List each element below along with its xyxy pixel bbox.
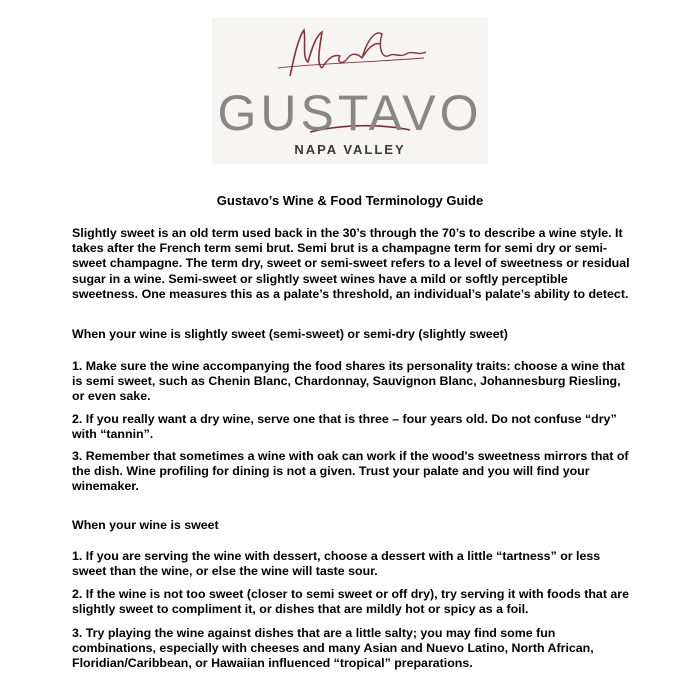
list-item: 1. Make sure the wine accompanying the food shares its personality traits: choose a wine that is semi sweet, such as Chenin Blanc, Chardonnay, Sauvignon Blanc, Johannesburg Riesling, or even sake. <box>72 359 625 404</box>
page-title: Gustavo’s Wine & Food Terminology Guide <box>216 193 484 208</box>
brand-logo <box>212 18 488 164</box>
logo-wordmark: GUSTAVO <box>217 85 483 141</box>
logo-location: NAPA VALLEY <box>294 142 406 157</box>
list-item: 3. Try playing the wine against dishes that are a little salty; you may find some fun combinations, especially with cheeses and many Asian and Nuevo Latino, North African, Floridian/Caribbean, or Hawaiian influenced “tropical” preparations. <box>72 626 594 671</box>
list-item: 1. If you are serving the wine with dessert, choose a dessert with a little “tartness” or less sweet than the wine, or else the wine will taste sour. <box>72 549 601 579</box>
section-heading-sweet: When your wine is sweet <box>72 518 219 532</box>
list-item: 3. Remember that sometimes a wine with oak can work if the wood's sweetness mirrors that of the dish. Wine profiling for dining is not a given. Trust your palate and you will find your winemaker. <box>72 449 629 494</box>
list-item: 2. If the wine is not too sweet (closer to semi sweet or off dry), try serving it with foods that are slightly sweet to compliment it, or dishes that are mildly hot or spicy as a foil. <box>72 587 629 617</box>
list-item: 2. If you really want a dry wine, serve one that is three – four years old. Do not confuse “dry” with “tannin”. <box>72 412 617 442</box>
intro-paragraph: Slightly sweet is an old term used back in the 30’s through the 70’s to describe a wine style. It takes after the French term semi brut. Semi brut is a champagne term for semi dry or semi-sweet champagne. The term dry, sweet or semi-sweet refers to a level of sweetness or residual sugar in a wine. Semi-sweet or slightly sweet wines have a mild or softly perceptible sweetness. One measures this as a palate’s threshold, an individual’s palate’s ability to detect. <box>72 226 630 301</box>
section-heading-semi-sweet: When your wine is slightly sweet (semi-sweet) or semi-dry (slightly sweet) <box>72 327 508 341</box>
